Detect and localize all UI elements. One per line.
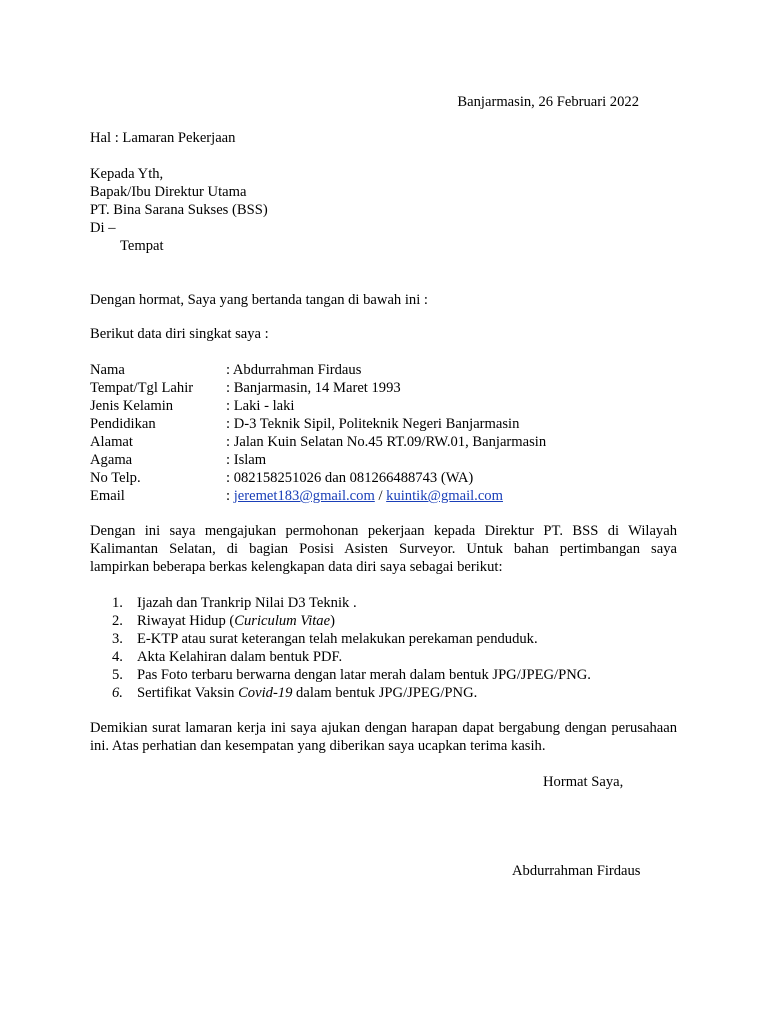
email-link-2[interactable]: kuintik@gmail.com (386, 488, 503, 504)
body-paragraph (90, 522, 677, 576)
signer-name: Abdurrahman Firdaus (512, 863, 641, 879)
recipient-line-2: Bapak/Ibu Direktur Utama (90, 184, 247, 200)
closing-salutation: Hormat Saya, (543, 774, 624, 790)
gender-value: : Laki - laki (226, 398, 295, 414)
email-label: Email (90, 488, 125, 504)
list-number: 2. (112, 613, 123, 629)
list-number: 3. (112, 631, 123, 647)
email-value (226, 487, 503, 505)
name-value: : Abdurrahman Firdaus (226, 362, 362, 378)
list-text (137, 612, 335, 630)
list-text-part: ) (330, 613, 335, 629)
religion-label: Agama (90, 452, 133, 468)
list-text-part: Riwayat Hidup ( (137, 613, 235, 629)
list-text: Ijazah dan Trankrip Nilai D3 Teknik . (137, 595, 357, 611)
place-date: Banjarmasin, 26 Februari 2022 (457, 94, 639, 110)
data-intro: Berikut data diri singkat saya : (90, 326, 269, 342)
recipient-line-5: Tempat (120, 238, 164, 254)
list-number: 1. (112, 595, 123, 611)
list-text-italic: Curiculum Vitae (234, 613, 331, 629)
list-text: Pas Foto terbaru berwarna dengan latar merah dalam bentuk JPG/JPEG/PNG. (137, 667, 591, 683)
list-number: 6. (112, 685, 123, 701)
education-value: : D-3 Teknik Sipil, Politeknik Negeri Banjarmasin (226, 416, 520, 432)
body-paragraph-line: lampirkan beberapa berkas kelengkapan data diri saya sebagai berikut: (90, 559, 503, 575)
birth-label: Tempat/Tgl Lahir (90, 380, 194, 396)
recipient-line-1: Kepada Yth, (90, 166, 164, 182)
email-separator: / (374, 488, 387, 504)
email-colon: : (226, 488, 234, 504)
religion-value: : Islam (226, 452, 267, 468)
phone-value: : 082158251026 dan 081266488743 (WA) (226, 470, 474, 486)
list-text (137, 684, 477, 702)
body-paragraph-line: Dengan ini saya mengajukan permohonan pekerjaan kepada Direktur PT. BSS di Wilayah (90, 523, 677, 539)
address-value: : Jalan Kuin Selatan No.45 RT.09/RW.01, Banjarmasin (226, 434, 547, 450)
list-text-part: dalam bentuk JPG/JPEG/PNG. (292, 685, 478, 701)
recipient-line-4: Di – (90, 220, 116, 236)
list-text-part: Sertifikat Vaksin (137, 685, 239, 701)
phone-label: No Telp. (90, 470, 141, 486)
list-text: E-KTP atau surat keterangan telah melakukan perekaman penduduk. (137, 631, 538, 647)
greeting: Dengan hormat, Saya yang bertanda tangan di bawah ini : (90, 292, 428, 308)
email-link-1[interactable]: jeremet183@gmail.com (233, 488, 375, 504)
closing-paragraph-line: ini. Atas perhatian dan kesempatan yang diberikan saya ucapkan terima kasih. (90, 738, 546, 754)
list-number: 4. (112, 649, 123, 665)
list-number: 5. (112, 667, 123, 683)
gender-label: Jenis Kelamin (90, 398, 174, 414)
body-paragraph-line: Kalimantan Selatan, di bagian Posisi Asisten Surveyor. Untuk bahan pertimbangan saya (90, 541, 677, 557)
recipient-line-3: PT. Bina Sarana Sukses (BSS) (90, 202, 268, 218)
list-text-italic: Covid-19 (238, 685, 293, 701)
closing-paragraph (90, 719, 677, 755)
list-text: Akta Kelahiran dalam bentuk PDF. (137, 649, 343, 665)
name-label: Nama (90, 362, 125, 378)
education-label: Pendidikan (90, 416, 156, 432)
address-label: Alamat (90, 434, 133, 450)
subject-line: Hal : Lamaran Pekerjaan (90, 130, 236, 146)
closing-paragraph-line: Demikian surat lamaran kerja ini saya ajukan dengan harapan dapat bergabung dengan perusahaan (90, 720, 677, 736)
birth-value: : Banjarmasin, 14 Maret 1993 (226, 380, 401, 396)
